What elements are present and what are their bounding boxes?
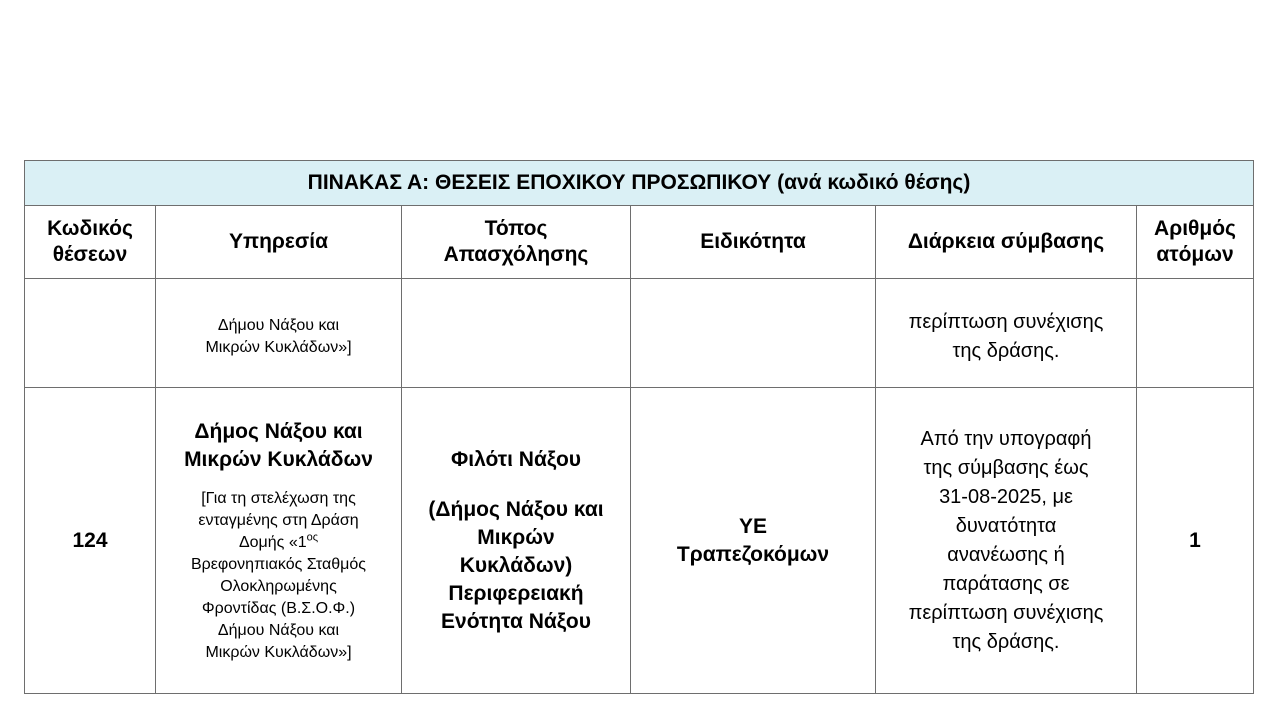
positions-table	[24, 160, 1254, 694]
cell-count: 1	[1137, 388, 1254, 694]
table-title-row	[25, 161, 1254, 206]
header-place: Τόπος Απασχόλησης	[402, 206, 631, 279]
header-service: Υπηρεσία	[156, 206, 402, 279]
cell-service: Δήμου Νάξου και Μικρών Κυκλάδων»]	[156, 279, 402, 388]
cell-place	[402, 279, 631, 388]
table-header-row	[25, 206, 1254, 279]
cell-code: 124	[25, 388, 156, 694]
table-title: ΠΙΝΑΚΑΣ Α: ΘΕΣΕΙΣ ΕΠΟΧΙΚΟΥ ΠΡΟΣΩΠΙΚΟΥ (ανά κωδικό θέσης)	[25, 161, 1254, 206]
header-code: Κωδικός θέσεων	[25, 206, 156, 279]
table-row	[25, 279, 1254, 388]
table-row	[25, 388, 1254, 694]
cell-code	[25, 279, 156, 388]
cell-specialty	[631, 279, 876, 388]
cell-duration: περίπτωση συνέχισης της δράσης.	[876, 279, 1137, 388]
cell-specialty: ΥΕ Τραπεζοκόμων	[631, 388, 876, 694]
cell-duration: Από την υπογραφή της σύμβασης έως 31-08-2025, με δυνατότητα ανανέωσης ή παράτασης σε περίπτωση συνέχισης της δράσης.	[876, 388, 1137, 694]
cell-service: Δήμος Νάξου και Μικρών Κυκλάδων [Για τη στελέχωση της ενταγμένης στη Δράση Δομής «$1^{o\varsigma}$ Βρεφονηπιακός Σταθμός Ολοκληρωμένης Φροντίδας (Β.Σ.Ο.Φ.) Δήμου Νάξου και Μικρών Κυκλάδων»]	[156, 388, 402, 694]
cell-count	[1137, 279, 1254, 388]
header-count: Αριθμός ατόμων	[1137, 206, 1254, 279]
cell-place: Φιλότι Νάξου (Δήμος Νάξου και Μικρών Κυκλάδων) Περιφερειακή Ενότητα Νάξου	[402, 388, 631, 694]
header-specialty: Ειδικότητα	[631, 206, 876, 279]
header-duration: Διάρκεια σύμβασης	[876, 206, 1137, 279]
